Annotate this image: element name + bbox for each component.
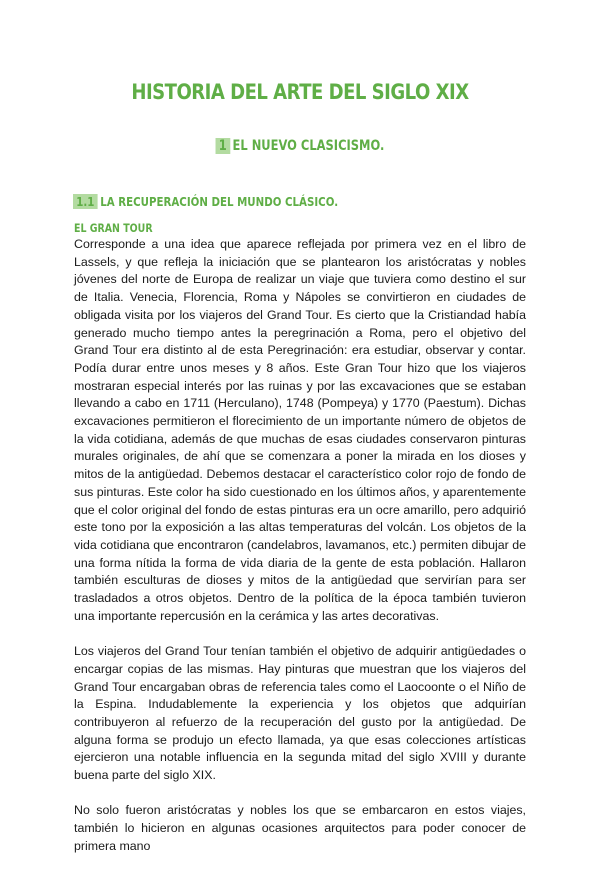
subsection-heading (73, 194, 338, 209)
section-title: EL NUEVO CLASICISMO. (232, 138, 385, 154)
section-heading (0, 138, 600, 154)
paragraph: Corresponde a una idea que aparece reflejada por primera vez en el libro de Lassels, y que refleja la iniciación que se plantearon los aristócratas y nobles jóvenes del norte de Europa de realizar un viaje que tuviera como destino el sur de Italia. Venecia, Florencia, Roma y Nápoles se convirtieron en ciudades de obligada visita por los viajeros del Grand Tour. Es cierto que la Cristiandad había generado mucho tiempo antes la peregrinación a Roma, pero el objetivo del Grand Tour era distinto al de esta Peregrinación: era estudiar, observar y contar. Podía durar entre unos meses y 8 años. Este Gran Tour hizo que los viajeros mostraran especial interés por las ruinas y por las excavaciones que se estaban llevando a cabo en 1711 (Herculano), 1748 (Pompeya) y 1770 (Paestum). Dichas excavaciones permitieron el florecimiento de un importante número de objetos de la vida cotidiana, además de que muchas de esas ciudades conservaron pinturas murales originales, de ahí que se comenzara a poner la mirada en los dioses y mitos de la antigüedad. Debemos destacar el característico color rojo de fondo de sus pinturas. Este color ha sido cuestionado en los últimos años, y aparentemente que el color original del fondo de estas pinturas era un ocre amarillo, pero adquirió este tono por la exposición a las altas temperaturas del volcán. Los objetos de la vida cotidiana que encontraron (candelabros, lavamanos, etc.) permiten dibujar de una forma nítida la forma de vida diaria de la gente de esta población. Hallaron también esculturas de dioses y mitos de la antigüedad que servirían para ser trasladados a otros objetos. Dentro de la política de la época también tuvieron una importante repercusión en la cerámica y las artes decorativas. (74, 237, 526, 623)
paragraph: No solo fueron aristócratas y nobles los que se embarcaron en estos viajes, también lo hicieron en algunas ocasiones arquitectos para poder conocer de primera mano (74, 803, 526, 853)
document-title: HISTORIA DEL ARTE DEL SIGLO XIX (131, 80, 469, 104)
section-number: 1 (216, 138, 231, 154)
body-text (74, 236, 526, 873)
subheading: EL GRAN TOUR (74, 221, 153, 235)
paragraph: Los viajeros del Grand Tour tenían también el objetivo de adquirir antigüedades o encargar copias de las mismas. Hay pinturas que muestran que los viajeros del Grand Tour encargaban obras de referencia tales como el Laocoonte o el Niño de la Espina. Indudablemente la experiencia y los objetos que adquirían contribuyeron al refuerzo de la recuperación del gusto por la antigüedad. De alguna forma se produjo un efecto llamada, ya que esas colecciones artísticas ejercieron una notable influencia en la segunda mitad del siglo XVIII y durante buena parte del siglo XIX. (74, 644, 526, 783)
subsection-number: 1.1 (73, 194, 98, 209)
subsection-title: LA RECUPERACIÓN DEL MUNDO CLÁSICO. (100, 194, 339, 209)
